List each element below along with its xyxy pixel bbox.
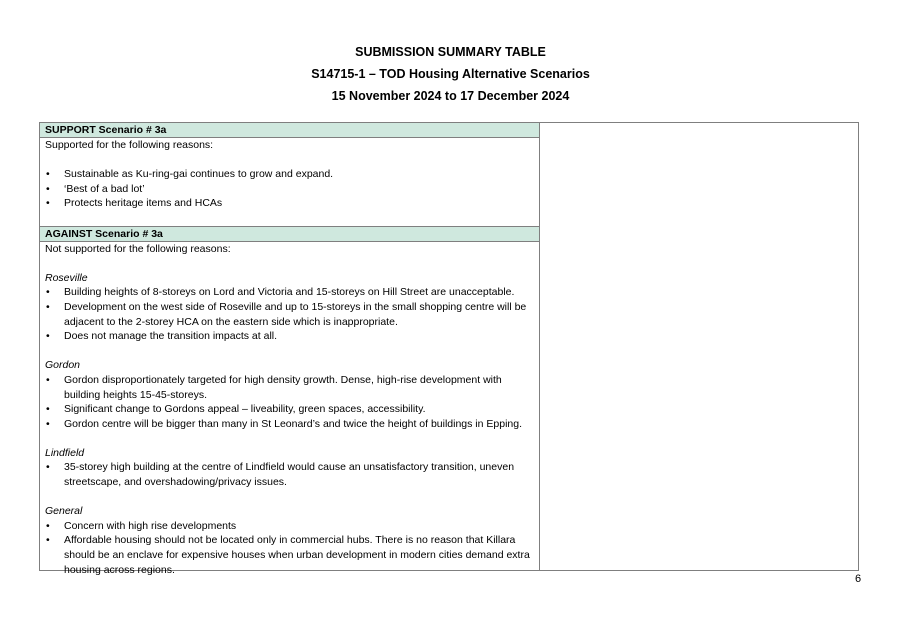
page-number: 6 [855,573,862,585]
list-item: • Building heights of 8-storeys on Lord and Victoria and 15-storeys on Hill Street are unacceptable. [40,285,539,300]
support-intro: Supported for the following reasons: [45,139,214,151]
list-item: • Sustainable as Ku-ring-gai continues to grow and expand. [40,167,539,182]
document-title: SUBMISSION SUMMARY TABLE [355,45,546,59]
group-heading-roseville: Roseville [45,271,88,284]
document-subtitle: S14715-1 – TOD Housing Alternative Scenarios [311,67,590,81]
list-item: • 35-storey high building at the centre of Lindfield would cause an unsatisfactory transition, uneven streetscape, and overshadowing/privacy issues. [40,460,539,489]
against-heading: AGAINST Scenario # 3a [40,226,539,242]
lindfield-list [40,460,539,489]
against-intro: Not supported for the following reasons: [45,242,231,255]
list-item: • Concern with high rise developments [40,519,539,534]
document-date-range: 15 November 2024 to 17 December 2024 [331,89,570,103]
list-item: • Significant change to Gordons appeal – liveability, green spaces, accessibility. [40,402,539,417]
general-list [40,519,539,577]
submission-summary-table [39,122,859,576]
list-item: • Gordon centre will be bigger than many in St Leonard’s and twice the height of buildings in Epping. [40,417,539,432]
list-item: • Gordon disproportionately targeted for high density growth. Dense, high-rise development with building heights 15-45-storeys. [40,373,539,402]
list-item: • Affordable housing should not be located only in commercial hubs. There is no reason that Killara should be an enclave for expensive houses when urban development in modern cities demand extra housing across regions. [40,533,539,577]
support-heading: SUPPORT Scenario # 3a [40,123,539,138]
gordon-list [40,373,539,431]
support-list [40,167,539,211]
roseville-list [40,285,539,343]
list-item: • Protects heritage items and HCAs [40,196,539,211]
list-item: • ‘Best of a bad lot’ [40,182,539,197]
summary-column [40,123,540,576]
group-heading-general: General [45,505,83,518]
document-header [0,44,901,110]
list-item: • Does not manage the transition impacts at all. [40,329,539,344]
group-heading-gordon: Gordon [45,359,81,372]
group-heading-lindfield: Lindfield [45,446,85,459]
list-item: • Development on the west side of Roseville and up to 15-storeys in the small shopping centre will be adjacent to the 2-storey HCA on the eastern side which is inappropriate. [40,300,539,329]
